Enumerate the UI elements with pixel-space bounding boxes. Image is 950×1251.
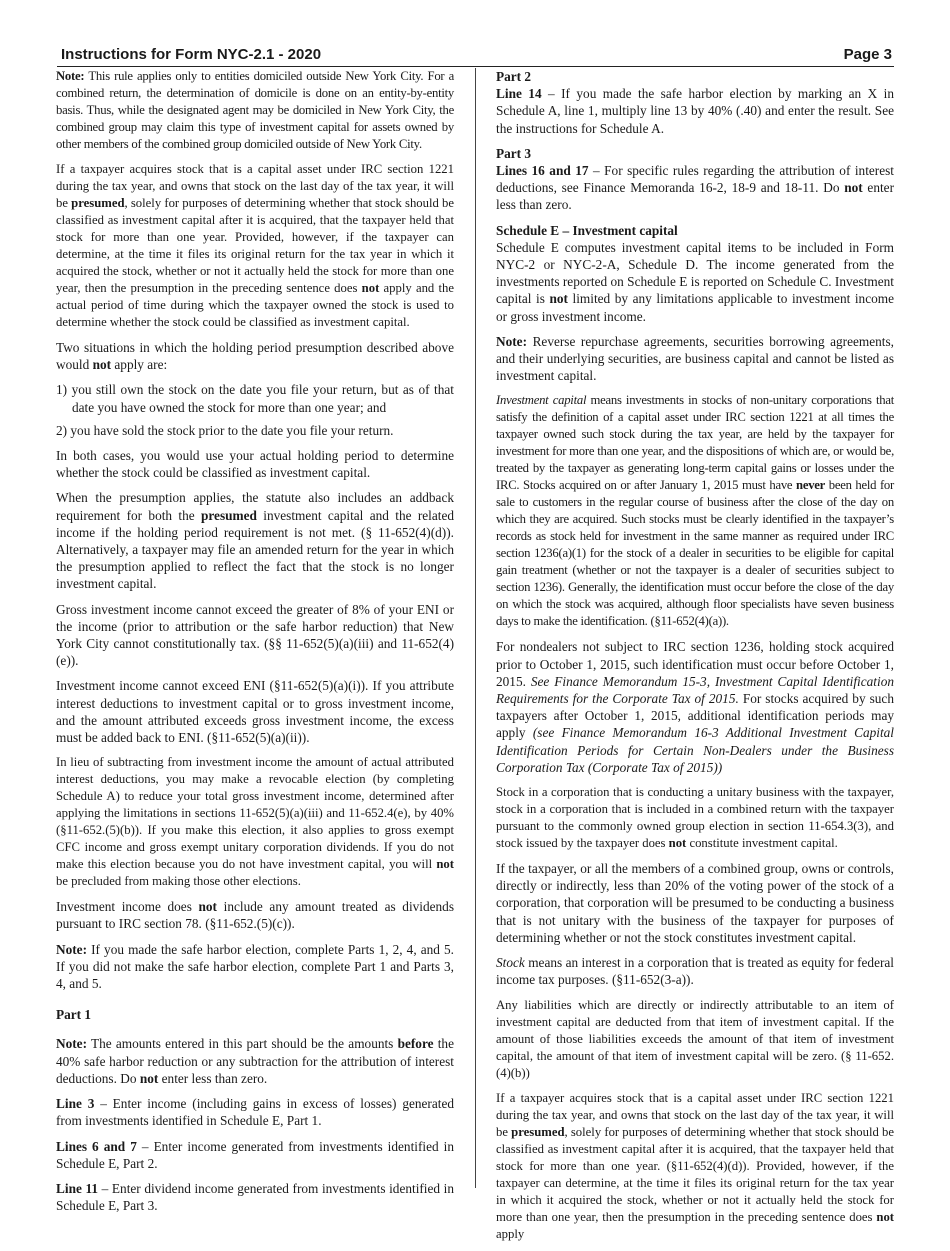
part-1-heading: Part 1 [56,1007,92,1023]
note-label: Note: [56,941,88,957]
unitary-stock-paragraph: Stock in a corporation that is conducting a unitary business with the taxpayer, stock in a corporation that is included in a combined return with the taxpayer pursuant to the commonly owned group election in section 11-654.3(3), and stock issued by the taxpayer does not constitute investment capital. [496,785,894,851]
investment-capital-definition: Investment capital means investments in stocks of non-unitary corporations that satisfy the definition of a capital asset under IRC section 1221 at all times the taxpayer owned such stock during the tax year, are held by the taxpayer for investment for more than one year, and the dispositions of which are, or would be, treated by the taxpayer as generating long-term capital gains or losses under the IRC. Stocks acquired on or after January 1, 2015 must have never been held for sale to customers in the regular course of business after the close of the day on which they are acquired. Such stocks must be clearly identified in the taxpayer’s records as stock held for investment in the same manner as required under IRC section 1236(a)(1) for the stock of a dealer in securities to be eligible for capital gain treatment (whether or not the taxpayer is a dealer of securities subject to section 1236). Generally, the identification must occur before the close of the day on which the stock was acquired, although floor specialists have seven business days to make the identification. (§11-652(4)(a)). [496,393,895,629]
left-column [56,68,454,1222]
note-label: Note: [56,1036,88,1052]
schedule-e-heading: Schedule E – Investment capital [496,222,678,238]
dividends-paragraph: Investment income does not include any amount treated as dividends pursuant to IRC section 78. (§11-652.(5)(c)). [56,899,454,932]
voting-power-paragraph: If the taxpayer, or all the members of a combined group, owns or controls, directly or indirectly, less than 20% of the voting power of the stock of a corporation, that corporation will be presumed to be conducting a business that is not unitary with the business of the taxpayer for purposes of determining whether or not the stock constitutes investment capital. [496,861,894,945]
line-11-instruction: Line 11 – Enter dividend income generated from investments identified in Schedule E, Part 3. [56,1180,455,1214]
safe-harbor-note: Note: If you made the safe harbor election, complete Parts 1, 2, 4, and 5. If you did not make the safe harbor election, complete Part 1 and Parts 3, 4, and 5. [56,941,454,992]
addback-paragraph: When the presumption applies, the statute also includes an addback requirement for both the presumed investment capital and the related income if the holding period requirement is not met. (§ 11-652(4)(d)). Alternatively, a taxpayer may file an amended return for the year in which the presumption applied to reflect the fact that the stock is no longer investment capital. [56,490,455,592]
investment-income-paragraph: Investment income cannot exceed ENI (§11-652(5)(a)(i)). If you attribute interest deductions to investment capital or to gross investment income, and the amount attributed exceeds gross investment income, the excess must be added back to ENI. (§11-652(5)(a)(ii)). [56,678,454,746]
election-paragraph: In lieu of subtracting from investment income the amount of actual attributed interest deductions, you may make a revocable election (by completing Schedule A) to reduce your total gross investment income, determined after applying the limitations in sections 11-652(5)(a)(iii) and 11-652.4(e), by 40% (§11-652.(5)(b)). If you make this election, it also applies to gross exempt CFC income and gross exempt unitary corporation dividends. If you do not make this election because you do not have investment capital, you will not be precluded from making those other elections. [56,755,454,889]
nondealers-paragraph: For nondealers not subject to IRC section 1236, holding stock acquired prior to October 1, 2015, such identification must occur before October 1, 2015. See Finance Memorandum 15-3, Investment Capital Identification Requirements for the Corporate Tax of 2015. For stocks acquired by such taxpayers after October 1, 2015, additional identification periods may apply (see Finance Memorandum 16-3 Additional Investment Capital Identification Periods for Certain Non-Dealers under the Business Corporation Tax (Corporate Tax of 2015)) [496,639,894,775]
column-divider [475,68,476,1188]
part-1-note: Note: The amounts entered in this part should be the amounts before the 40% safe harbor reduction or any subtraction for the attribution of interest deductions. Do not enter less than zero. [56,1036,454,1086]
repurchase-note: Note: Reverse repurchase agreements, securities borrowing agreements, and their underlying securities, are business capital and cannot be listed as investment capital. [496,333,895,384]
schedule-e-intro: Schedule E computes investment capital items to be included in Form NYC-2 or NYC-2-A, Schedule D. The income generated from the investments reported on Schedule E is reported on Schedule C. Investment capital is not limited by any limitations applicable to investment income or gross investment income. [496,239,894,324]
note-label: Note: [496,333,528,349]
lines-6-7-instruction: Lines 6 and 7 – Enter income generated from investments identified in Schedule E, Part 2. [56,1138,454,1171]
line-3-instruction: Line 3 – Enter income (including gains in excess of losses) generated from investments identified in Schedule E, Part 1. [56,1096,454,1129]
line-14-instruction: Line 14 – If you made the safe harbor election by marking an X in Schedule A, line 1, multiply line 13 by 40% (.40) and enter the result. See the instructions for Schedule A. [496,86,894,136]
page-number: Page 3 [843,46,892,63]
holding-period-paragraph: In both cases, you would use your actual holding period to determine whether the stock could be classified as investment capital. [56,448,454,481]
page-title: Instructions for Form NYC-2.1 - 2020 [61,46,322,63]
part-2-heading: Part 2 [496,69,532,84]
list-item: 1) you still own the stock on the date you file your return, but as of that date you have owned the stock for more than one year; and [56,382,454,415]
situations-intro: Two situations in which the holding period presumption described above would not apply are: [56,340,454,373]
gross-investment-paragraph: Gross investment income cannot exceed the greater of 8% of your ENI or the income (prior to attribution or the safe harbor reduction) that New York City cannot constitutionally tax. (§§ 11-652(5)(a)(iii) and 11-652(4)(e)). [56,601,454,669]
page-header [57,44,894,67]
presumption-paragraph-2: If a taxpayer acquires stock that is a capital asset under IRC section 1221 during the tax year, and owns that stock on the last day of the tax year, it will be presumed, solely for purposes of determining whether that stock should be classified as investment capital after it is acquired, that the taxpayer held that stock for more than one year. (§11-652(4)(d)). Provided, however, if the taxpayer can determine, at the time it files its original return for the tax year in which it acquired the stock, whether or not it actually held the stock for more than one year, then the presumption in the preceding sentence does not apply [496,1090,895,1241]
note-label: Note: [56,69,85,83]
lines-16-17-instruction: Lines 16 and 17 – For specific rules regarding the attribution of interest deductions, see Finance Memoranda 16-2, 18-9 and 18-11. Do not enter less than zero. [496,163,894,213]
liabilities-paragraph: Any liabilities which are directly or indirectly attributable to an item of investment capital are deducted from that item of investment capital. If the amount of those liabilities exceeds the amount of that item of investment capital, the amount of that item of investment capital will be zero. (§ 11-652.(4)(b)) [496,997,894,1080]
stock-definition: Stock means an interest in a corporation that is treated as equity for federal income tax purposes. (§11-652(3-a)). [496,955,894,988]
part-3-heading: Part 3 [496,145,532,161]
list-item: 2) you have sold the stock prior to the date you file your return. [56,422,394,438]
presumption-paragraph: If a taxpayer acquires stock that is a capital asset under IRC section 1221 during the tax year, and owns that stock on the last day of the tax year, it will be presumed, solely for purposes of determining whether that stock should be classified as investment capital after it is acquired, that the taxpayer held that stock for more than one year. Provided, however, if the taxpayer can determine, at the time it files its original return for the tax year in which it acquired the stock, whether or not it actually held the stock for more than one year, then the presumption in the preceding sentence does not apply and the actual period of time during which the taxpayer owned the stock is used to determine whether the stock could be classified as investment capital. [56,162,454,329]
domicile-note: Note: This rule applies only to entities domiciled outside New York City. For a combined return, the determination of domicile is done on an entity-by-entity basis. Thus, while the designated agent may be domiciled in New York City, the combined group may claim this type of investment capital for assets owned by other members of the combined group domiciled outside of New York City. [56,69,454,151]
situations-list [56,381,454,439]
right-column [496,68,894,1251]
